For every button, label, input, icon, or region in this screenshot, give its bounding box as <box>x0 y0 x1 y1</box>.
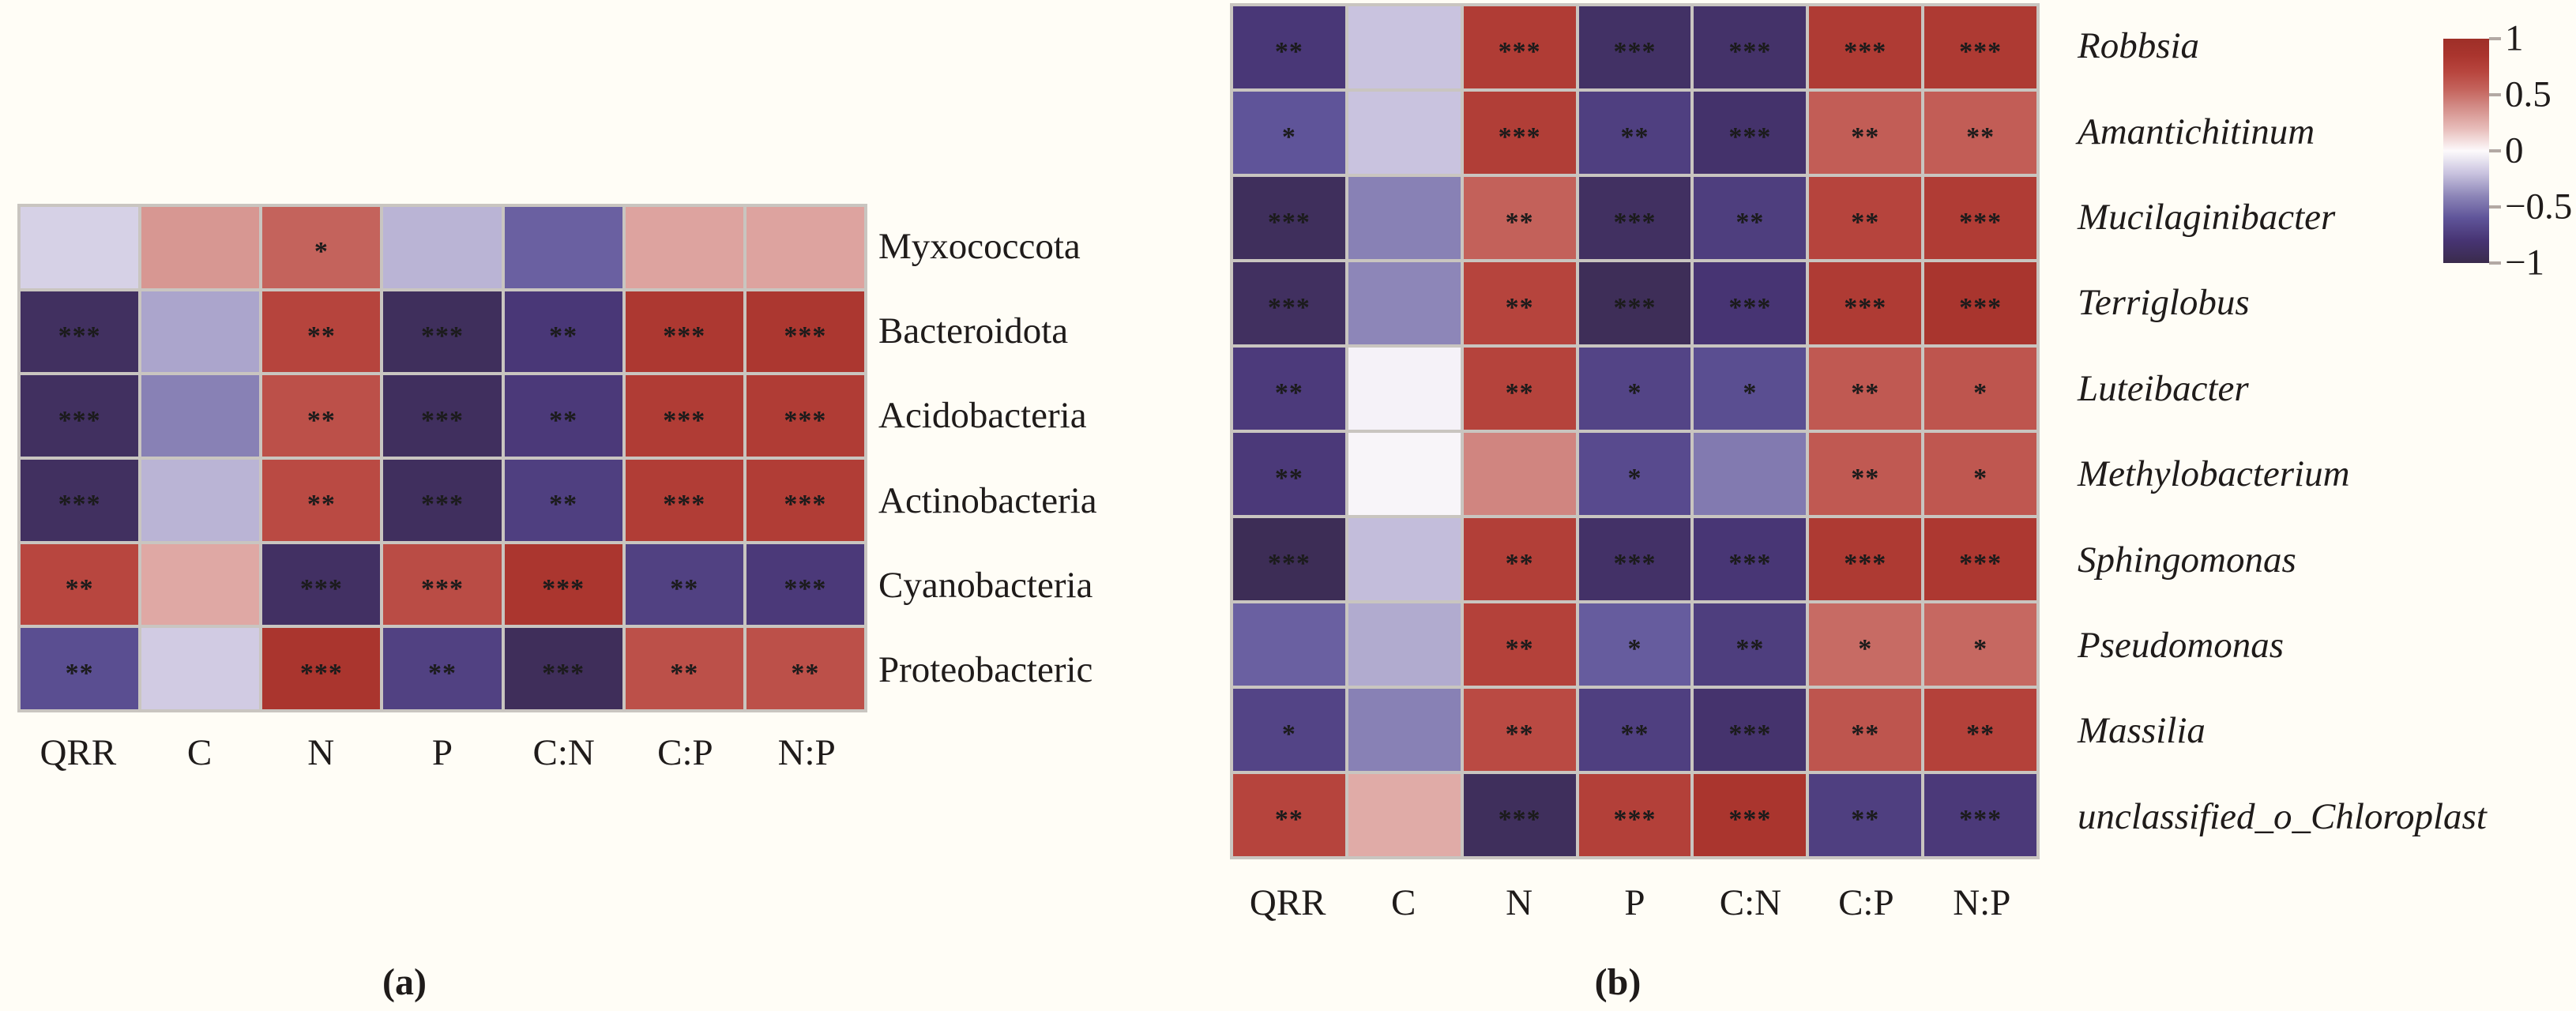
heatmap-cell-b-unclassified_o_Chloroplast-C:P <box>1809 774 1921 856</box>
heatmap-cell-a-Acidobacteria-N <box>262 375 380 457</box>
significance-stars: *** <box>1613 208 1657 237</box>
heatmap-cell-a-Myxococcota-P <box>383 207 501 288</box>
heatmap-cell-b-Massilia-N <box>1464 689 1576 771</box>
colorbar-tick-label-0: 0 <box>2505 130 2524 171</box>
significance-stars: *** <box>1844 37 1887 66</box>
significance-stars: * <box>1973 378 1988 408</box>
significance-stars: * <box>314 237 329 267</box>
heatmap-cell-a-Cyanobacteria-C:P <box>626 544 743 626</box>
significance-stars: ** <box>306 405 336 435</box>
heatmap-cell-b-Amantichitinum-C:N <box>1694 92 1806 174</box>
significance-stars: *** <box>420 321 464 351</box>
heatmap-cell-a-Acidobacteria-N:P <box>746 375 864 457</box>
heatmap-cell-b-unclassified_o_Chloroplast-N:P <box>1924 774 2036 856</box>
significance-stars: * <box>1627 634 1642 663</box>
colorbar-gradient <box>2443 39 2489 263</box>
heatmap-cell-a-Myxococcota-N:P <box>746 207 864 288</box>
row-label-Proteobacteric: Proteobacteric <box>878 649 1093 691</box>
significance-stars: *** <box>1959 293 2003 322</box>
significance-stars: *** <box>1728 293 1772 322</box>
column-label-N:P: N:P <box>777 732 836 773</box>
row-label-Amantichitinum: Amantichitinum <box>2078 111 2315 152</box>
heatmap-cell-b-Sphingomonas-C:P <box>1809 518 1921 600</box>
heatmap-cell-b-Robbsia-N:P <box>1924 6 2036 88</box>
significance-stars: *** <box>1959 37 2003 66</box>
significance-stars: ** <box>1274 464 1303 493</box>
colorbar-tick-mark <box>2489 205 2501 209</box>
heatmap-cell-b-Terriglobus-N:P <box>1924 262 2036 344</box>
significance-stars: *** <box>1959 208 2003 237</box>
significance-stars: *** <box>1498 122 1541 152</box>
heatmap-cell-b-Amantichitinum-QRR <box>1233 92 1345 174</box>
caption-panel-b: (b) <box>1594 960 1641 1003</box>
heatmap-cell-a-Bacteroidota-QRR <box>21 291 138 373</box>
significance-stars: * <box>1627 378 1642 408</box>
heatmap-cell-b-Robbsia-C <box>1348 6 1461 88</box>
colorbar-tick-label-−1: −1 <box>2505 242 2545 284</box>
heatmap-cell-b-Sphingomonas-C:N <box>1694 518 1806 600</box>
heatmap-cell-a-Actinobacteria-C:N <box>505 460 622 541</box>
heatmap-cell-a-Myxococcota-C:P <box>626 207 743 288</box>
colorbar-tick-mark <box>2489 37 2501 40</box>
heatmap-cell-b-Mucilaginibacter-QRR <box>1233 177 1345 259</box>
heatmap-cell-a-Proteobacteric-N <box>262 628 380 709</box>
significance-stars: *** <box>1613 293 1657 322</box>
significance-stars: *** <box>58 490 101 520</box>
heatmap-cell-a-Actinobacteria-N:P <box>746 460 864 541</box>
heatmap-cell-b-unclassified_o_Chloroplast-C <box>1348 774 1461 856</box>
column-label-QRR: QRR <box>1249 882 1326 923</box>
heatmap-cell-a-Proteobacteric-QRR <box>21 628 138 709</box>
heatmap-cell-b-Terriglobus-C:N <box>1694 262 1806 344</box>
heatmap-cell-b-Sphingomonas-C <box>1348 518 1461 600</box>
heatmap-cell-a-Cyanobacteria-N:P <box>746 544 864 626</box>
significance-stars: *** <box>1613 805 1657 834</box>
significance-stars: * <box>1973 634 1988 663</box>
significance-stars: *** <box>1728 549 1772 578</box>
heatmap-cell-a-Myxococcota-QRR <box>21 207 138 288</box>
significance-stars: ** <box>1274 378 1303 408</box>
heatmap-cell-b-Terriglobus-N <box>1464 262 1576 344</box>
heatmap-cell-a-Proteobacteric-P <box>383 628 501 709</box>
heatmap-cell-b-Massilia-QRR <box>1233 689 1345 771</box>
heatmap-cell-a-Proteobacteric-C:P <box>626 628 743 709</box>
heatmap-cell-a-Acidobacteria-C:P <box>626 375 743 457</box>
heatmap-cell-a-Bacteroidota-C <box>141 291 259 373</box>
significance-stars: ** <box>306 321 336 351</box>
significance-stars: ** <box>1851 122 1880 152</box>
heatmap-cell-b-Mucilaginibacter-C <box>1348 177 1461 259</box>
significance-stars: ** <box>1736 634 1765 663</box>
heatmap-cell-b-Terriglobus-C <box>1348 262 1461 344</box>
heatmap-cell-b-Robbsia-QRR <box>1233 6 1345 88</box>
heatmap-cell-b-Mucilaginibacter-C:P <box>1809 177 1921 259</box>
heatmap-cell-b-Robbsia-P <box>1579 6 1691 88</box>
column-label-C: C <box>1390 882 1416 923</box>
significance-stars: *** <box>784 573 827 603</box>
column-label-C:N: C:N <box>1719 882 1782 923</box>
column-label-C:P: C:P <box>1838 882 1894 923</box>
significance-stars: *** <box>663 490 706 520</box>
heatmap-cell-a-Actinobacteria-N <box>262 460 380 541</box>
significance-stars: ** <box>1736 208 1765 237</box>
significance-stars: *** <box>58 405 101 435</box>
heatmap-cell-a-Myxococcota-C:N <box>505 207 622 288</box>
significance-stars: *** <box>1498 805 1541 834</box>
heatmap-cell-b-Luteibacter-QRR <box>1233 348 1345 430</box>
heatmap-cell-b-Pseudomonas-N <box>1464 603 1576 686</box>
heatmap-a-row-labels <box>878 204 1250 712</box>
significance-stars: ** <box>1505 378 1534 408</box>
heatmap-cell-b-Pseudomonas-P <box>1579 603 1691 686</box>
heatmap-cell-b-Luteibacter-P <box>1579 348 1691 430</box>
row-label-Terriglobus: Terriglobus <box>2078 282 2250 324</box>
significance-stars: *** <box>663 405 706 435</box>
heatmap-cell-b-Methylobacterium-P <box>1579 433 1691 515</box>
heatmap-cell-b-Robbsia-C:P <box>1809 6 1921 88</box>
heatmap-cell-a-Proteobacteric-N:P <box>746 628 864 709</box>
row-label-unclassified_o_Chloroplast: unclassified_o_Chloroplast <box>2078 795 2487 837</box>
heatmap-cell-a-Proteobacteric-C <box>141 628 259 709</box>
significance-stars: *** <box>1959 805 2003 834</box>
heatmap-cell-b-Luteibacter-N:P <box>1924 348 2036 430</box>
heatmap-cell-b-Amantichitinum-C <box>1348 92 1461 174</box>
heatmap-cell-b-Amantichitinum-N <box>1464 92 1576 174</box>
significance-stars: ** <box>1966 122 1995 152</box>
heatmap-cell-b-Robbsia-N <box>1464 6 1576 88</box>
significance-stars: *** <box>58 321 101 351</box>
heatmap-cell-a-Cyanobacteria-QRR <box>21 544 138 626</box>
heatmap-cell-b-Methylobacterium-C <box>1348 433 1461 515</box>
heatmap-cell-b-Sphingomonas-QRR <box>1233 518 1345 600</box>
significance-stars: * <box>1281 720 1296 749</box>
significance-stars: *** <box>1267 549 1311 578</box>
column-label-N: N <box>1506 882 1533 923</box>
heatmap-b-row-labels <box>2078 3 2574 859</box>
colorbar-tick-label-1: 1 <box>2505 17 2524 59</box>
significance-stars: *** <box>1959 549 2003 578</box>
heatmap-cell-a-Actinobacteria-QRR <box>21 460 138 541</box>
significance-stars: ** <box>1505 208 1534 237</box>
significance-stars: * <box>1743 378 1758 408</box>
significance-stars: *** <box>420 405 464 435</box>
heatmap-cell-b-Methylobacterium-QRR <box>1233 433 1345 515</box>
heatmap-cell-a-Cyanobacteria-C <box>141 544 259 626</box>
significance-stars: *** <box>299 573 343 603</box>
significance-stars: *** <box>1498 37 1541 66</box>
significance-stars: *** <box>784 321 827 351</box>
heatmap-cell-b-Methylobacterium-N:P <box>1924 433 2036 515</box>
heatmap-cell-b-Robbsia-C:N <box>1694 6 1806 88</box>
heatmap-cell-a-Bacteroidota-N <box>262 291 380 373</box>
significance-stars: ** <box>1274 805 1303 834</box>
heatmap-cell-b-Pseudomonas-C <box>1348 603 1461 686</box>
significance-stars: ** <box>1851 805 1880 834</box>
colorbar-tick-label-−0.5: −0.5 <box>2505 186 2573 227</box>
heatmap-cell-b-Terriglobus-C:P <box>1809 262 1921 344</box>
heatmap-cell-b-Pseudomonas-C:N <box>1694 603 1806 686</box>
heatmap-cell-b-Massilia-P <box>1579 689 1691 771</box>
heatmap-cell-b-Methylobacterium-N <box>1464 433 1576 515</box>
significance-stars: ** <box>1505 720 1534 749</box>
significance-stars: *** <box>1267 208 1311 237</box>
significance-stars: ** <box>1620 122 1649 152</box>
row-label-Sphingomonas: Sphingomonas <box>2078 539 2296 581</box>
colorbar-tick-mark <box>2489 149 2501 152</box>
heatmap-a-column-labels <box>17 728 867 777</box>
significance-stars: ** <box>1505 549 1534 578</box>
colorbar-tick-mark <box>2489 261 2501 265</box>
heatmap-cell-b-Mucilaginibacter-P <box>1579 177 1691 259</box>
significance-stars: *** <box>1728 37 1772 66</box>
heatmap-cell-a-Cyanobacteria-P <box>383 544 501 626</box>
heatmap-cell-b-Amantichitinum-C:P <box>1809 92 1921 174</box>
heatmap-cell-b-Massilia-C:N <box>1694 689 1806 771</box>
row-label-Acidobacteria: Acidobacteria <box>878 395 1087 437</box>
caption-panel-a: (a) <box>382 960 427 1003</box>
heatmap-cell-b-Pseudomonas-QRR <box>1233 603 1345 686</box>
significance-stars: *** <box>1613 549 1657 578</box>
heatmap-cell-b-Pseudomonas-C:P <box>1809 603 1921 686</box>
significance-stars: ** <box>306 490 336 520</box>
significance-stars: *** <box>1844 293 1887 322</box>
significance-stars: *** <box>784 405 827 435</box>
significance-stars: ** <box>549 405 578 435</box>
column-label-N: N <box>307 732 335 773</box>
column-label-P: P <box>431 732 453 773</box>
significance-stars: ** <box>1274 37 1303 66</box>
significance-stars: *** <box>784 490 827 520</box>
column-label-P: P <box>1624 882 1645 923</box>
heatmap-panel-b <box>1230 3 2040 859</box>
heatmap-cell-b-Pseudomonas-N:P <box>1924 603 2036 686</box>
heatmap-cell-b-unclassified_o_Chloroplast-C:N <box>1694 774 1806 856</box>
heatmap-cell-b-Luteibacter-N <box>1464 348 1576 430</box>
heatmap-cell-a-Actinobacteria-C <box>141 460 259 541</box>
heatmap-cell-b-unclassified_o_Chloroplast-QRR <box>1233 774 1345 856</box>
row-label-Massilia: Massilia <box>2078 710 2206 752</box>
significance-stars: *** <box>542 573 585 603</box>
significance-stars: ** <box>670 658 699 688</box>
heatmap-cell-a-Actinobacteria-C:P <box>626 460 743 541</box>
heatmap-cell-b-Luteibacter-C:P <box>1809 348 1921 430</box>
column-label-C: C <box>186 732 212 773</box>
significance-stars: *** <box>1844 549 1887 578</box>
heatmap-cell-b-Amantichitinum-P <box>1579 92 1691 174</box>
significance-stars: ** <box>1851 378 1880 408</box>
row-label-Methylobacterium: Methylobacterium <box>2078 453 2350 495</box>
column-label-C:N: C:N <box>532 732 595 773</box>
significance-stars: ** <box>1851 720 1880 749</box>
heatmap-cell-a-Acidobacteria-QRR <box>21 375 138 457</box>
heatmap-cell-b-Mucilaginibacter-C:N <box>1694 177 1806 259</box>
significance-stars: ** <box>1851 464 1880 493</box>
significance-stars: ** <box>1851 208 1880 237</box>
significance-stars: *** <box>1728 720 1772 749</box>
significance-stars: *** <box>420 573 464 603</box>
heatmap-cell-b-Luteibacter-C:N <box>1694 348 1806 430</box>
colorbar-tick-mark <box>2489 93 2501 96</box>
heatmap-cell-b-Sphingomonas-P <box>1579 518 1691 600</box>
heatmap-cell-a-Bacteroidota-C:P <box>626 291 743 373</box>
heatmap-cell-a-Myxococcota-N <box>262 207 380 288</box>
heatmap-cell-a-Acidobacteria-P <box>383 375 501 457</box>
heatmap-cell-b-Terriglobus-P <box>1579 262 1691 344</box>
heatmap-cell-a-Bacteroidota-C:N <box>505 291 622 373</box>
row-label-Robbsia: Robbsia <box>2078 25 2200 67</box>
significance-stars: *** <box>1267 293 1311 322</box>
heatmap-cell-b-Massilia-N:P <box>1924 689 2036 771</box>
significance-stars: *** <box>420 490 464 520</box>
row-label-Luteibacter: Luteibacter <box>2078 367 2249 409</box>
significance-stars: * <box>1627 464 1642 493</box>
significance-stars: * <box>1858 634 1873 663</box>
heatmap-cell-b-Methylobacterium-C:P <box>1809 433 1921 515</box>
heatmap-panel-a <box>17 204 867 712</box>
row-label-Pseudomonas: Pseudomonas <box>2078 625 2285 667</box>
heatmap-cell-b-Massilia-C <box>1348 689 1461 771</box>
colorbar-tick-label-0.5: 0.5 <box>2505 73 2552 115</box>
heatmap-cell-a-Myxococcota-C <box>141 207 259 288</box>
row-label-Myxococcota: Myxococcota <box>878 225 1081 267</box>
significance-stars: *** <box>663 321 706 351</box>
heatmap-cell-b-unclassified_o_Chloroplast-P <box>1579 774 1691 856</box>
significance-stars: ** <box>65 658 94 688</box>
significance-stars: ** <box>549 321 578 351</box>
significance-stars: *** <box>542 658 585 688</box>
significance-stars: * <box>1973 464 1988 493</box>
significance-stars: *** <box>1728 122 1772 152</box>
significance-stars: ** <box>65 573 94 603</box>
column-label-C:P: C:P <box>657 732 713 773</box>
heatmap-cell-a-Acidobacteria-C <box>141 375 259 457</box>
heatmap-cell-b-Terriglobus-QRR <box>1233 262 1345 344</box>
heatmap-cell-a-Actinobacteria-P <box>383 460 501 541</box>
row-label-Actinobacteria: Actinobacteria <box>878 479 1097 521</box>
significance-stars: *** <box>1728 805 1772 834</box>
row-label-Mucilaginibacter: Mucilaginibacter <box>2078 197 2336 239</box>
column-label-N:P: N:P <box>1953 882 2011 923</box>
heatmap-cell-a-Acidobacteria-C:N <box>505 375 622 457</box>
heatmap-cell-b-Mucilaginibacter-N:P <box>1924 177 2036 259</box>
colorbar <box>2443 17 2573 284</box>
heatmap-cell-a-Bacteroidota-N:P <box>746 291 864 373</box>
significance-stars: ** <box>791 658 820 688</box>
heatmap-cell-b-Amantichitinum-N:P <box>1924 92 2036 174</box>
significance-stars: * <box>1281 122 1296 152</box>
heatmap-cell-a-Bacteroidota-P <box>383 291 501 373</box>
heatmap-cell-a-Cyanobacteria-N <box>262 544 380 626</box>
heatmap-cell-b-Luteibacter-C <box>1348 348 1461 430</box>
heatmap-cell-b-Sphingomonas-N:P <box>1924 518 2036 600</box>
significance-stars: ** <box>427 658 457 688</box>
significance-stars: *** <box>1613 37 1657 66</box>
heatmap-b-column-labels <box>1230 878 2040 927</box>
column-label-QRR: QRR <box>39 732 117 773</box>
row-label-Bacteroidota: Bacteroidota <box>878 310 1069 351</box>
significance-stars: ** <box>549 490 578 520</box>
significance-stars: ** <box>1505 293 1534 322</box>
significance-stars: ** <box>1505 634 1534 663</box>
heatmap-cell-b-Massilia-C:P <box>1809 689 1921 771</box>
heatmap-cell-a-Cyanobacteria-C:N <box>505 544 622 626</box>
heatmap-cell-b-Mucilaginibacter-N <box>1464 177 1576 259</box>
heatmap-cell-b-Methylobacterium-C:N <box>1694 433 1806 515</box>
heatmap-cell-b-Sphingomonas-N <box>1464 518 1576 600</box>
row-label-Cyanobacteria: Cyanobacteria <box>878 564 1093 606</box>
significance-stars: *** <box>299 658 343 688</box>
heatmap-cell-a-Proteobacteric-C:N <box>505 628 622 709</box>
significance-stars: ** <box>1620 720 1649 749</box>
significance-stars: ** <box>670 573 699 603</box>
significance-stars: ** <box>1966 720 1995 749</box>
heatmap-cell-b-unclassified_o_Chloroplast-N <box>1464 774 1576 856</box>
